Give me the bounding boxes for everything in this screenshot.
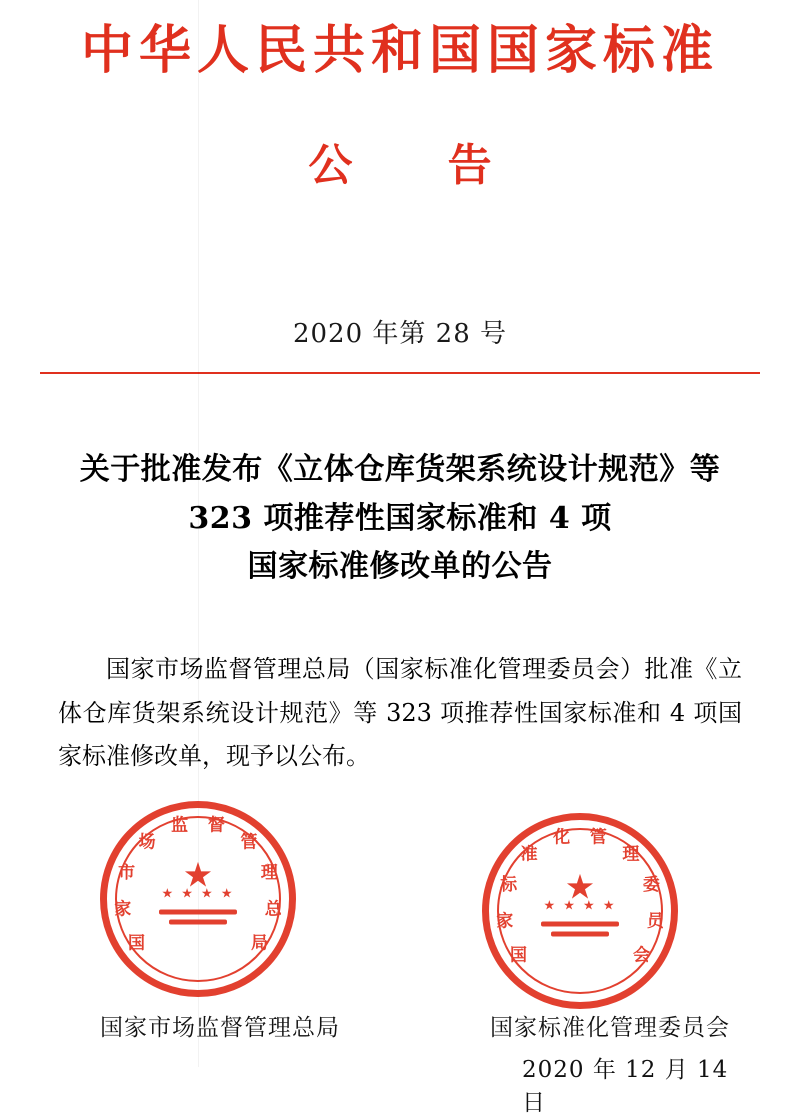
signature-date: 2020 年 12 月 14 日 bbox=[522, 1056, 729, 1116]
signature-right-org: 国家标准化管理委员会 bbox=[490, 1014, 730, 1041]
small-stars-icon: ★ ★ ★ ★ bbox=[543, 898, 617, 914]
seal-standardization-administration bbox=[482, 813, 678, 1009]
document-body bbox=[40, 648, 760, 779]
body-paragraph: 国家市场监督管理总局（国家标准化管理委员会）批准《立体仓库货架系统设计规范》等 323 项推荐性国家标准和 4 项国家标准修改单，现予以公布。 bbox=[58, 654, 742, 771]
horizontal-rule bbox=[40, 372, 760, 374]
document-title-line-2: 323 项推荐性国家标准和 4 项 bbox=[188, 500, 612, 536]
star-icon: ★ bbox=[182, 855, 214, 896]
masthead-title: 中华人民共和国国家标准 bbox=[80, 20, 719, 81]
seals-area bbox=[40, 797, 760, 1007]
seal-market-regulation-administration bbox=[100, 801, 296, 997]
star-icon: ★ bbox=[564, 867, 596, 908]
document-title-line-3: 国家标准修改单的公告 bbox=[247, 549, 553, 585]
document-title bbox=[40, 446, 760, 592]
document-title-line-1: 关于批准发布《立体仓库货架系统设计规范》等 bbox=[79, 452, 721, 488]
signature-row bbox=[40, 1009, 760, 1116]
issue-number: 2020 年第 28 号 bbox=[292, 319, 508, 350]
seal-ring-text-right: 国 家 标 准 化 管 理 委 员 会 bbox=[496, 827, 664, 966]
seal-ring-text-left: 国 家 市 场 监 督 管 理 总 局 bbox=[114, 815, 282, 954]
small-stars-icon: ★ ★ ★ ★ bbox=[161, 886, 235, 902]
masthead-subtitle: 公 告 bbox=[308, 140, 532, 192]
signature-left-org: 国家市场监督管理总局 bbox=[100, 1014, 340, 1041]
